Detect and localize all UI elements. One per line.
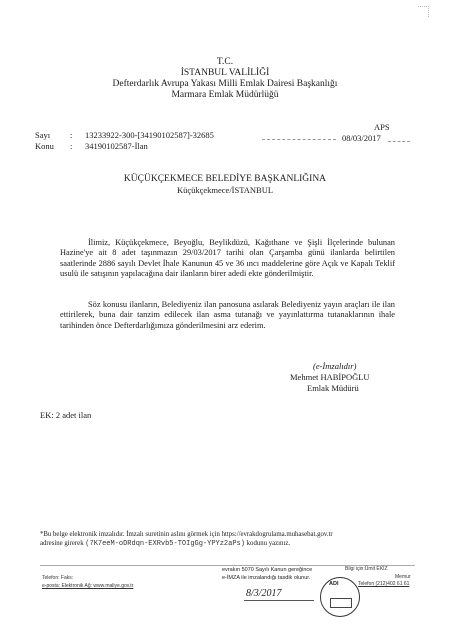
corner-mark [418, 6, 429, 17]
body-paragraph-1: İlimiz, Küçükçekmece, Beyoğlu, Beylikdüzü, Kağıthane ve Şişli İlçelerinde bulunan Hazine'ye ait 8 adet taşınmazın 29/03/2017 tarihi olan Çarşamba günü ilanlarda belirtilen saatlerinde 2886 sayılı Devlet İhale Kanunun 45 ve 36 ıncı maddelerine göre Açık ve Kapalı Teklif usulü ile satışının yapılacağına dair ilanların birer adedi ekte gönderilmiştir. [60, 238, 395, 278]
e-imza-note: (e-İmzalıdır) [313, 361, 357, 371]
konu-sep: : [70, 141, 73, 151]
date-dashes-right [388, 141, 410, 142]
aps-label: APS [374, 122, 390, 132]
footer-contact-title: Memur [395, 574, 411, 580]
header-defterdarlik: Defterdarlık Avrupa Yakası Milli Emlak Dairesi Başkanlığı [112, 79, 338, 89]
note-line-2 [40, 539, 420, 549]
konu-value: 34190102587-İlan [85, 141, 148, 151]
verification-code: (7K7eeM-oDRdqn-EXRvb5-TOIgGg-YPYz2aPs) [85, 540, 245, 548]
konu-label: Konu [35, 141, 54, 151]
body-paragraph-2: Söz konusu ilanların, Belediyeniz ilan panosuna asılarak Belediyeniz yayın araçları ile ilan ettirilerek, buna dair tanzim edilecek ilan asma tutanağı ve yayınlattırma tutanaklarının ihale tarihinden önce Defterdarlığımıza gönderilmesini arz ederim. [60, 300, 395, 330]
sayi-value: 13233922-300-[34190102587]-32685 [85, 130, 214, 140]
recipient-line2: Küçükçekmece/İSTANBUL [176, 185, 274, 195]
attachment-note: EK: 2 adet ilan [40, 410, 92, 420]
official-stamp [320, 577, 360, 617]
signer-title: Emlak Müdürü [307, 383, 359, 393]
letter-date: 08/03/2017 [342, 133, 381, 143]
stamp-line-1: evrakın 5070 Sayılı Kanun gereğince [222, 567, 313, 573]
footer-phone-fax: Telefon: Faks: [42, 575, 74, 581]
header-tc: T.C. [216, 57, 234, 67]
stamp-word: ADI [329, 581, 339, 587]
sayi-sep: : [70, 130, 73, 140]
stamp-box [330, 598, 352, 608]
header-valilik: İSTANBUL VALİLİĞİ [180, 68, 270, 78]
footer-contact-person: Bilgi için:Ümit EKİZ [345, 566, 388, 572]
signer-name: Mehmet HABİPOĞLU [290, 372, 370, 382]
e-signature-note [40, 530, 420, 549]
footer-email-web: e-posta: Elektronik Ağ: www.maliye.gov.tr [42, 583, 134, 589]
header-mudurluk: Marmara Emlak Müdürlüğü [171, 90, 279, 100]
footer-contact-phone: Telefon (212)402 61 61 [358, 581, 410, 587]
note-line-1: *Bu belge elektronik imzalıdır. İmzalı suretinin aslını görmek için https://evrakdogrulama.muhasebat.gov.tr [40, 531, 333, 538]
date-dashes [262, 139, 336, 140]
sayi-label: Sayı [35, 130, 51, 140]
stamp-handwritten-date: 8/3/2017 [246, 588, 282, 599]
recipient-line1: KÜÇÜKÇEKMECE BELEDİYE BAŞKANLIĞINA [123, 174, 327, 184]
note-prefix: adresine girerek [40, 540, 84, 547]
stamp-line-2: e-İMZA ile imzalandığı tasdik olunur. [222, 575, 311, 581]
note-suffix: kodunu yazınız. [246, 540, 291, 547]
stamp-underline [244, 600, 314, 601]
